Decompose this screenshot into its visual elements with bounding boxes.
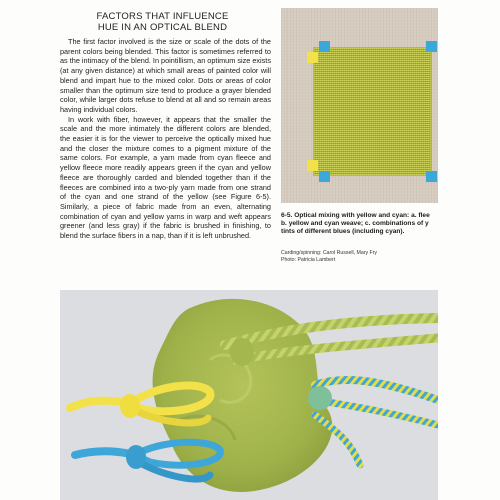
yellow-yarn-tuft (307, 160, 318, 171)
heading-line-1: FACTORS THAT INFLUENCE (96, 11, 229, 22)
caption-line-3: tints of different blues (including cyan). (281, 228, 405, 236)
credit-line-1: Carding/spinning: Carol Russell, Mary Fry (281, 250, 378, 256)
plied-yarn-knot (308, 386, 332, 410)
figure-caption (281, 212, 446, 237)
caption-line-1: 6-5. Optical mixing with yellow and cyan: a. flee (281, 212, 430, 219)
green-yarn-knot (230, 338, 254, 366)
cyan-yarn-tuft (426, 41, 437, 52)
yarn-fleece-illustration (60, 290, 438, 500)
yellow-cyan-weave (314, 48, 431, 175)
yellow-yarn-knot (120, 394, 140, 418)
cyan-yarn-tuft (319, 171, 330, 182)
heading-line-2: HUE IN AN OPTICAL BLEND (97, 22, 228, 33)
cyan-yarn-knot (126, 445, 146, 469)
section-heading (60, 11, 265, 33)
photo-credits (281, 250, 446, 263)
yellow-yarn-tuft (307, 52, 318, 63)
cyan-yarn-tuft (426, 171, 437, 182)
paragraph-1: The first factor involved is the size or scale of the dots of the parent colors being blended. This factor is sometimes referred to as the intimacy of the blend. In pointillism, an optimum size exists (at any given distance) at which small areas of painted color will blend and impart hue to the mixed color. Dots or areas of color smaller than the optimum size tend to produce a grayer blended color, while larger dots refuse to blend at all and so remain areas having individual colors. (60, 37, 271, 114)
yarn-fleece-photo (60, 290, 438, 500)
caption-line-2: b. yellow and cyan weave; c. combinations of y (281, 220, 429, 228)
credit-line-2: Photo: Patricia Lambert (281, 256, 336, 263)
cyan-yarn-tuft (319, 41, 330, 52)
body-text (60, 37, 271, 241)
woven-sample-photo (281, 8, 438, 203)
cyan-yarn-strand (75, 451, 135, 455)
paragraph-2: In work with fiber, however, it appears that the smaller the scale and the more intimately the different colors are blended, the easier it is for the viewer to perceive the optically mixed hue and the closer the mixture comes to a pigment mixture of the same colors. For example, a yarn made from cyan fleece and yellow fleece more readily appears green if the cyan and yellow fleece are thoroughly carded and blended together than if the fleeces are combined into a two-ply yarn made from one strand of the cyan and one strand of the yellow (see Figure 6-5). Similarly, a piece of fabric made from an even, alternating combination of cyan and yellow yarns in warp and weft appears greener (and less gray) if the fabric is brushed in finishing, to blend the surface fibers in a nap, than if it is left unbrushed. (60, 114, 271, 241)
page-margin (438, 0, 500, 500)
